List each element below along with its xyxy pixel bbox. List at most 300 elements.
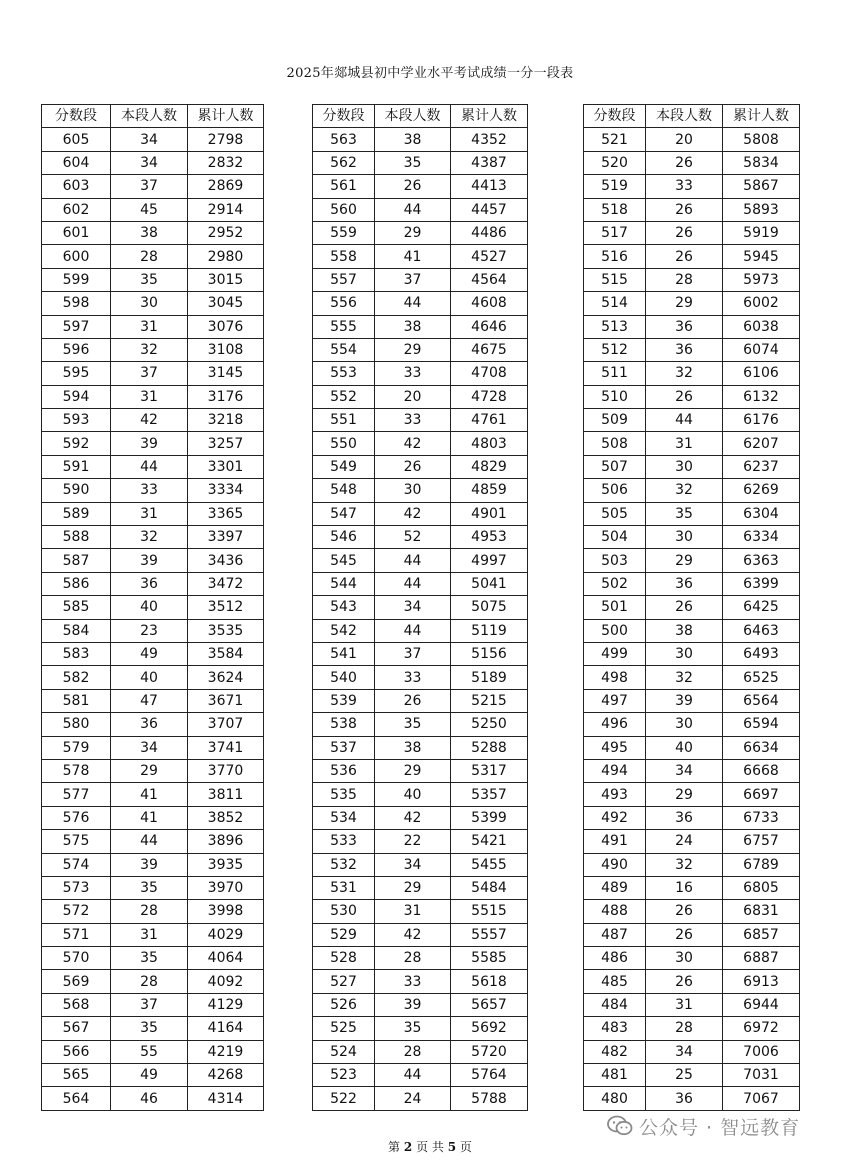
cell-score: 505 [584, 502, 646, 525]
cell-score: 514 [584, 292, 646, 315]
cell-score: 575 [42, 830, 111, 853]
cell-score: 536 [313, 759, 375, 782]
table-row [313, 783, 528, 806]
cell-count: 32 [111, 526, 188, 549]
table-row [584, 432, 800, 455]
cell-score: 489 [584, 876, 646, 899]
cell-count: 33 [375, 666, 451, 689]
cell-count: 31 [111, 315, 188, 338]
table-row [313, 970, 528, 993]
cell-score: 582 [42, 666, 111, 689]
cell-cumulative: 6038 [723, 315, 800, 338]
cell-score: 580 [42, 713, 111, 736]
table-row [42, 783, 264, 806]
cell-cumulative: 5189 [451, 666, 528, 689]
header-count: 本段人数 [646, 105, 723, 128]
cell-count: 31 [111, 502, 188, 525]
table-row [42, 479, 264, 502]
cell-score: 537 [313, 736, 375, 759]
cell-count: 39 [111, 549, 188, 572]
cell-score: 526 [313, 993, 375, 1016]
cell-cumulative: 3671 [188, 689, 264, 712]
table-row [584, 619, 800, 642]
cell-score: 565 [42, 1064, 111, 1087]
cell-score: 557 [313, 268, 375, 291]
cell-score: 583 [42, 642, 111, 665]
cell-cumulative: 2952 [188, 221, 264, 244]
cell-score: 509 [584, 409, 646, 432]
table-row [584, 572, 800, 595]
cell-count: 37 [375, 268, 451, 291]
cell-score: 558 [313, 245, 375, 268]
table-row [313, 759, 528, 782]
cell-score: 506 [584, 479, 646, 502]
watermark [607, 1111, 800, 1141]
cell-count: 47 [111, 689, 188, 712]
cell-count: 26 [375, 689, 451, 712]
cell-cumulative: 4129 [188, 993, 264, 1016]
cell-count: 28 [646, 1017, 723, 1040]
cell-cumulative: 4219 [188, 1040, 264, 1063]
wechat-icon [607, 1115, 633, 1137]
table-row [584, 198, 800, 221]
cell-cumulative: 4675 [451, 338, 528, 361]
table-row [42, 502, 264, 525]
cell-cumulative: 2832 [188, 151, 264, 174]
cell-count: 38 [111, 221, 188, 244]
header-score: 分数段 [42, 105, 111, 128]
cell-count: 34 [375, 596, 451, 619]
cell-score: 548 [313, 479, 375, 502]
table-row [313, 713, 528, 736]
cell-score: 522 [313, 1087, 375, 1110]
table-row [584, 876, 800, 899]
table-row [584, 526, 800, 549]
table-row [42, 245, 264, 268]
cell-score: 510 [584, 385, 646, 408]
table-row [313, 619, 528, 642]
table-row [42, 128, 264, 151]
table-row [584, 385, 800, 408]
cell-cumulative: 5484 [451, 876, 528, 899]
cell-score: 598 [42, 292, 111, 315]
cell-score: 563 [313, 128, 375, 151]
cell-score: 554 [313, 338, 375, 361]
cell-score: 572 [42, 900, 111, 923]
cell-score: 593 [42, 409, 111, 432]
table-row [313, 1087, 528, 1110]
cell-count: 16 [646, 876, 723, 899]
cell-count: 45 [111, 198, 188, 221]
cell-cumulative: 2869 [188, 175, 264, 198]
cell-count: 40 [111, 666, 188, 689]
cell-count: 20 [375, 385, 451, 408]
cell-score: 586 [42, 572, 111, 595]
table-row [584, 759, 800, 782]
table-row [584, 1064, 800, 1087]
cell-count: 26 [375, 455, 451, 478]
cell-cumulative: 4457 [451, 198, 528, 221]
cell-score: 493 [584, 783, 646, 806]
cell-count: 30 [375, 479, 451, 502]
cell-count: 20 [646, 128, 723, 151]
cell-cumulative: 3741 [188, 736, 264, 759]
cell-cumulative: 3935 [188, 853, 264, 876]
cell-score: 574 [42, 853, 111, 876]
cell-cumulative: 4314 [188, 1087, 264, 1110]
cell-score: 524 [313, 1040, 375, 1063]
cell-count: 35 [375, 151, 451, 174]
cell-score: 604 [42, 151, 111, 174]
watermark-text: 公众号 · 智远教育 [639, 1116, 801, 1139]
cell-count: 26 [375, 175, 451, 198]
cell-cumulative: 7006 [723, 1040, 800, 1063]
cell-count: 44 [375, 198, 451, 221]
cell-score: 600 [42, 245, 111, 268]
cell-cumulative: 4164 [188, 1017, 264, 1040]
cell-cumulative: 6074 [723, 338, 800, 361]
cell-score: 545 [313, 549, 375, 572]
cell-cumulative: 4953 [451, 526, 528, 549]
table-row [313, 479, 528, 502]
cell-score: 512 [584, 338, 646, 361]
footer-prefix: 第 [388, 1140, 401, 1154]
cell-count: 39 [646, 689, 723, 712]
table-row [42, 549, 264, 572]
cell-count: 31 [111, 923, 188, 946]
cell-count: 26 [646, 900, 723, 923]
cell-cumulative: 5515 [451, 900, 528, 923]
table-row [42, 1040, 264, 1063]
cell-cumulative: 4728 [451, 385, 528, 408]
cell-cumulative: 4064 [188, 947, 264, 970]
cell-cumulative: 6334 [723, 526, 800, 549]
cell-score: 529 [313, 923, 375, 946]
cell-cumulative: 6972 [723, 1017, 800, 1040]
cell-cumulative: 3076 [188, 315, 264, 338]
cell-count: 44 [646, 409, 723, 432]
cell-score: 530 [313, 900, 375, 923]
table-row [42, 432, 264, 455]
cell-count: 26 [646, 385, 723, 408]
header-cumulative: 累计人数 [188, 105, 264, 128]
cell-score: 533 [313, 830, 375, 853]
cell-count: 29 [646, 783, 723, 806]
cell-score: 585 [42, 596, 111, 619]
cell-score: 542 [313, 619, 375, 642]
cell-cumulative: 4486 [451, 221, 528, 244]
cell-cumulative: 3334 [188, 479, 264, 502]
cell-count: 22 [375, 830, 451, 853]
cell-cumulative: 6913 [723, 970, 800, 993]
cell-count: 35 [111, 947, 188, 970]
cell-cumulative: 5764 [451, 1064, 528, 1087]
cell-cumulative: 3852 [188, 806, 264, 829]
table-row [42, 455, 264, 478]
table-row [42, 900, 264, 923]
cell-score: 532 [313, 853, 375, 876]
cell-count: 37 [111, 175, 188, 198]
cell-count: 40 [646, 736, 723, 759]
cell-cumulative: 6697 [723, 783, 800, 806]
table-row [42, 409, 264, 432]
table-row [42, 268, 264, 291]
table-row [42, 947, 264, 970]
cell-cumulative: 3218 [188, 409, 264, 432]
cell-count: 35 [375, 1017, 451, 1040]
table-row [313, 245, 528, 268]
cell-cumulative: 5557 [451, 923, 528, 946]
cell-score: 568 [42, 993, 111, 1016]
cell-score: 579 [42, 736, 111, 759]
cell-cumulative: 3436 [188, 549, 264, 572]
table-row [42, 198, 264, 221]
cell-count: 44 [375, 549, 451, 572]
cell-score: 486 [584, 947, 646, 970]
cell-count: 33 [646, 175, 723, 198]
cell-count: 49 [111, 1064, 188, 1087]
cell-count: 38 [375, 128, 451, 151]
cell-cumulative: 6132 [723, 385, 800, 408]
cell-score: 508 [584, 432, 646, 455]
cell-count: 42 [375, 923, 451, 946]
score-table-1 [41, 104, 264, 1111]
table-row [584, 1017, 800, 1040]
footer-suffix: 页 [459, 1140, 472, 1154]
cell-cumulative: 5455 [451, 853, 528, 876]
cell-count: 30 [111, 292, 188, 315]
cell-count: 28 [111, 900, 188, 923]
cell-count: 35 [646, 502, 723, 525]
table-row [42, 853, 264, 876]
cell-count: 33 [375, 362, 451, 385]
cell-cumulative: 3707 [188, 713, 264, 736]
cell-score: 528 [313, 947, 375, 970]
cell-cumulative: 4387 [451, 151, 528, 174]
cell-score: 571 [42, 923, 111, 946]
table-header-row [313, 105, 528, 128]
table-row [42, 736, 264, 759]
cell-count: 49 [111, 642, 188, 665]
cell-score: 507 [584, 455, 646, 478]
cell-score: 534 [313, 806, 375, 829]
table-row [42, 689, 264, 712]
cell-count: 44 [375, 292, 451, 315]
table-row [42, 923, 264, 946]
table-row [42, 876, 264, 899]
cell-cumulative: 5119 [451, 619, 528, 642]
cell-score: 531 [313, 876, 375, 899]
cell-score: 584 [42, 619, 111, 642]
table-row [584, 1040, 800, 1063]
cell-count: 34 [111, 128, 188, 151]
cell-cumulative: 5973 [723, 268, 800, 291]
cell-count: 30 [646, 713, 723, 736]
cell-count: 42 [375, 432, 451, 455]
table-row [313, 526, 528, 549]
cell-cumulative: 4352 [451, 128, 528, 151]
cell-score: 519 [584, 175, 646, 198]
table-row [584, 713, 800, 736]
table-row [313, 642, 528, 665]
cell-score: 484 [584, 993, 646, 1016]
cell-cumulative: 3770 [188, 759, 264, 782]
cell-score: 504 [584, 526, 646, 549]
cell-score: 559 [313, 221, 375, 244]
cell-count: 37 [375, 642, 451, 665]
header-count: 本段人数 [375, 105, 451, 128]
page-footer [0, 1138, 860, 1155]
table-row [313, 1040, 528, 1063]
cell-score: 567 [42, 1017, 111, 1040]
cell-score: 487 [584, 923, 646, 946]
cell-cumulative: 5945 [723, 245, 800, 268]
cell-cumulative: 5215 [451, 689, 528, 712]
cell-score: 481 [584, 1064, 646, 1087]
cell-cumulative: 2980 [188, 245, 264, 268]
cell-cumulative: 6757 [723, 830, 800, 853]
cell-count: 32 [646, 362, 723, 385]
cell-cumulative: 5657 [451, 993, 528, 1016]
cell-count: 40 [111, 596, 188, 619]
cell-count: 32 [646, 666, 723, 689]
cell-cumulative: 5919 [723, 221, 800, 244]
cell-count: 33 [111, 479, 188, 502]
cell-cumulative: 6002 [723, 292, 800, 315]
table-row [313, 268, 528, 291]
cell-score: 494 [584, 759, 646, 782]
cell-count: 24 [375, 1087, 451, 1110]
table-row [42, 596, 264, 619]
cell-count: 24 [646, 830, 723, 853]
table-row [584, 1087, 800, 1110]
table-row [42, 572, 264, 595]
cell-cumulative: 6944 [723, 993, 800, 1016]
cell-cumulative: 4527 [451, 245, 528, 268]
cell-count: 39 [111, 853, 188, 876]
cell-score: 538 [313, 713, 375, 736]
table-row [584, 900, 800, 923]
cell-score: 480 [584, 1087, 646, 1110]
cell-cumulative: 4859 [451, 479, 528, 502]
cell-cumulative: 3584 [188, 642, 264, 665]
table-row [584, 362, 800, 385]
cell-count: 32 [646, 853, 723, 876]
cell-cumulative: 5399 [451, 806, 528, 829]
table-row [313, 409, 528, 432]
cell-score: 552 [313, 385, 375, 408]
cell-cumulative: 2914 [188, 198, 264, 221]
table-row [42, 830, 264, 853]
cell-count: 55 [111, 1040, 188, 1063]
table-row [584, 596, 800, 619]
cell-count: 29 [111, 759, 188, 782]
cell-score: 573 [42, 876, 111, 899]
table-row [42, 1087, 264, 1110]
cell-cumulative: 5720 [451, 1040, 528, 1063]
cell-score: 496 [584, 713, 646, 736]
cell-score: 591 [42, 455, 111, 478]
cell-score: 569 [42, 970, 111, 993]
cell-count: 42 [111, 409, 188, 432]
cell-cumulative: 5421 [451, 830, 528, 853]
cell-cumulative: 6887 [723, 947, 800, 970]
cell-score: 549 [313, 455, 375, 478]
cell-cumulative: 6525 [723, 666, 800, 689]
cell-count: 37 [111, 362, 188, 385]
cell-count: 31 [375, 900, 451, 923]
cell-cumulative: 4413 [451, 175, 528, 198]
cell-count: 44 [111, 455, 188, 478]
cell-cumulative: 5867 [723, 175, 800, 198]
cell-count: 38 [375, 315, 451, 338]
cell-score: 562 [313, 151, 375, 174]
table-row [313, 292, 528, 315]
cell-cumulative: 3811 [188, 783, 264, 806]
cell-count: 41 [111, 783, 188, 806]
cell-cumulative: 6207 [723, 432, 800, 455]
table-row [313, 572, 528, 595]
cell-count: 33 [375, 409, 451, 432]
table-row [313, 947, 528, 970]
cell-score: 515 [584, 268, 646, 291]
cell-count: 28 [111, 245, 188, 268]
cell-cumulative: 3301 [188, 455, 264, 478]
cell-count: 35 [375, 713, 451, 736]
cell-score: 599 [42, 268, 111, 291]
cell-score: 564 [42, 1087, 111, 1110]
cell-cumulative: 6857 [723, 923, 800, 946]
cell-cumulative: 5041 [451, 572, 528, 595]
table-row [313, 900, 528, 923]
cell-cumulative: 3512 [188, 596, 264, 619]
cell-cumulative: 4997 [451, 549, 528, 572]
table-row [42, 151, 264, 174]
cell-score: 576 [42, 806, 111, 829]
cell-cumulative: 6463 [723, 619, 800, 642]
table-row [313, 876, 528, 899]
table-row [584, 830, 800, 853]
cell-count: 32 [646, 479, 723, 502]
table-row [313, 923, 528, 946]
table-row [584, 666, 800, 689]
cell-count: 30 [646, 642, 723, 665]
table-row [42, 806, 264, 829]
table-row [313, 853, 528, 876]
table-row [313, 1017, 528, 1040]
cell-score: 581 [42, 689, 111, 712]
cell-score: 550 [313, 432, 375, 455]
cell-score: 556 [313, 292, 375, 315]
table-row [42, 385, 264, 408]
table-row [42, 292, 264, 315]
cell-count: 26 [646, 970, 723, 993]
cell-count: 34 [646, 1040, 723, 1063]
table-row [42, 1017, 264, 1040]
cell-cumulative: 5692 [451, 1017, 528, 1040]
cell-cumulative: 4901 [451, 502, 528, 525]
table-row [42, 619, 264, 642]
cell-cumulative: 3176 [188, 385, 264, 408]
cell-count: 29 [375, 338, 451, 361]
cell-count: 34 [375, 853, 451, 876]
table-row [42, 993, 264, 1016]
cell-cumulative: 6668 [723, 759, 800, 782]
table-row [584, 175, 800, 198]
cell-count: 29 [646, 549, 723, 572]
cell-count: 29 [375, 759, 451, 782]
cell-cumulative: 3365 [188, 502, 264, 525]
